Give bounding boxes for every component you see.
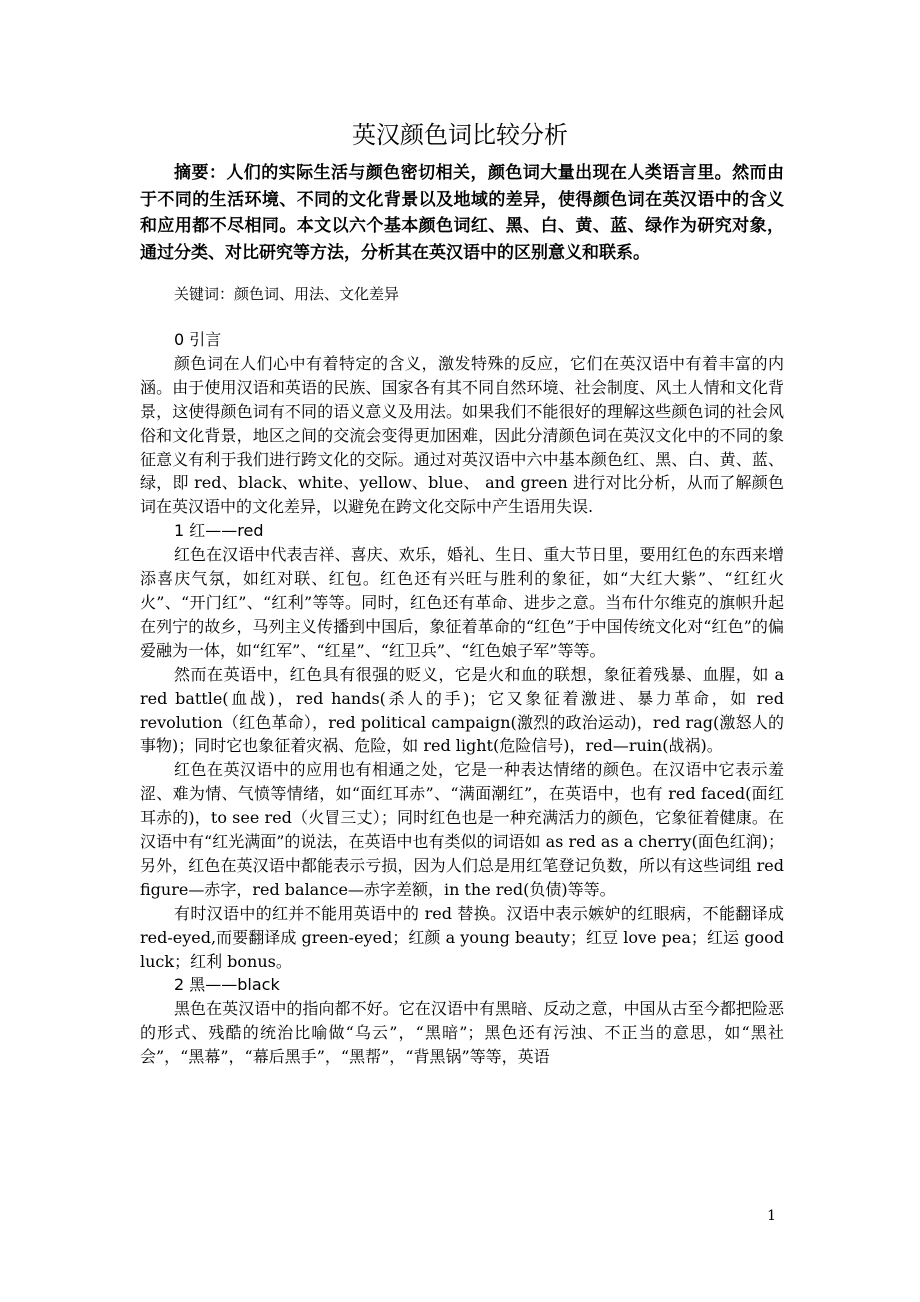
paragraph: 有时汉语中的红并不能用英语中的 red 替换。汉语中表示嫉妒的红眼病，不能翻译成 red-eyed,而要翻译成 green-eyed；红颜 a young beauty；红豆 love pea；红运 good luck；红利 bonus。 xyxy=(140,903,784,971)
abstract: 摘要：人们的实际生活与颜色密切相关，颜色词大量出现在人类语言里。然而由于不同的生活环境、不同的文化背景以及地域的差异，使得颜色词在英汉语中的含义和应用都不尽相同。本文以六个基本颜色词红、黑、白、黄、蓝、绿作为研究对象，通过分类、对比研究等方法，分析其在英汉语中的区别意义和联系。 xyxy=(140,163,784,263)
paragraph: 红色在英汉语中的应用也有相通之处，它是一种表达情绪的颜色。在汉语中它表示羞涩、难为情、气愤等情绪，如“面红耳赤”、“满面潮红”，在英语中，也有 red faced(面红耳赤的)，to see red（火冒三丈）；同时红色也是一种充满活力的颜色，它象征着健康。在汉语中有“红光满面”的说法，在英语中也有类似的词语如 as red as a cherry(面色红润)；另外，红色在英汉语中都能表示亏损，因为人们总是用红笔登记负数，所以有这些词组 red figure—赤字，red balance—赤字差额，in the red(负债)等等。 xyxy=(140,760,784,899)
paragraph: 红色在汉语中代表吉祥、喜庆、欢乐，婚礼、生日、重大节日里，要用红色的东西来增添喜庆气氛，如红对联、红包。红色还有兴旺与胜利的象征，如“大红大紫”、“红红火火”、“开门红”、“红利”等等。同时，红色还有革命、进步之意。当布什尔维克的旗帜升起在列宁的故乡，马列主义传播到中国后，象征着革命的“红色”于中国传统文化对“红色”的偏爱融为一体，如“红军”、“红星”、“红卫兵”、“红色娘子军”等等。 xyxy=(140,545,784,660)
section-heading-red: 1 红——red xyxy=(174,521,264,541)
paragraph: 颜色词在人们心中有着特定的含义，激发特殊的反应，它们在英汉语中有着丰富的内涵。由于使用汉语和英语的民族、国家各有其不同自然环境、社会制度、风土人情和文化背景，这使得颜色词有不同的语义意义及用法。如果我们不能很好的理解这些颜色词的社会风俗和文化背景，地区之间的交流会变得更加困难，因此分清颜色词在英汉文化中的不同的象征意义有利于我们进行跨文化的交际。通过对英汉语中六中基本颜色红、黑、白、黄、蓝、绿，即 red、black、white、yellow、blue、 and green 进行对比分析，从而了解颜色词在英汉语中的文化差异，以避免在跨文化交际中产生语用失误. xyxy=(140,353,784,517)
body-text xyxy=(140,328,784,1069)
paragraph: 黑色在英汉语中的指向都不好。它在汉语中有黑暗、反动之意，中国从古至今都把险恶的形式、残酷的统治比喻做“乌云”，“黑暗”；黑色还有污浊、不正当的意思，如“黑社会”，“黑幕”，“幕后黑手”，“黑帮”，“背黑锅”等等，英语 xyxy=(140,999,784,1067)
paragraph: 然而在英语中，红色具有很强的贬义，它是火和血的联想，象征着残暴、血腥，如 a red battle(血战)，red hands(杀人的手)；它又象征着激进、暴力革命，如 red revolution（红色革命），red political campaign(激烈的政治运动)，red rag(激怒人的事物)；同时它也象征着灾祸、危险，如 red light(危险信号)，red—ruin(战祸)。 xyxy=(140,664,784,756)
page-number: 1 xyxy=(767,1208,776,1224)
section-heading-introduction: 0 引言 xyxy=(174,330,222,349)
keywords: 关键词：颜色词、用法、文化差异 xyxy=(174,285,400,303)
section-heading-black: 2 黑——black xyxy=(174,975,280,995)
page-title: 英汉颜色词比较分析 xyxy=(352,121,568,149)
